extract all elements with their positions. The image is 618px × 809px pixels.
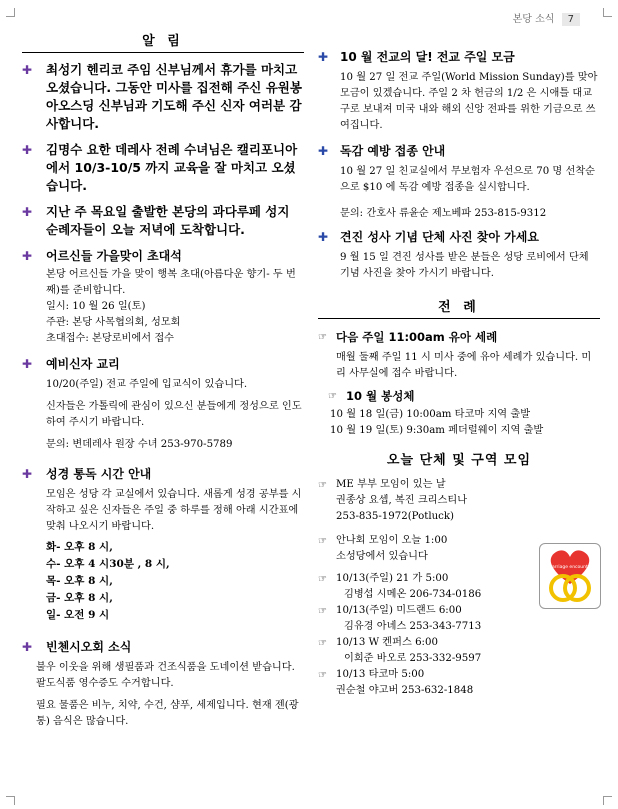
body-line: 10/20(주일) 전교 주일에 입교식이 있습니다.: [46, 379, 248, 390]
photo-body: 9 월 15 일 견진 성사를 받은 분들은 성당 로비에서 단체 기념 사진을 찾아 가시기 바랍니다.: [340, 252, 589, 279]
group-line: 10/13(주일) 21 가 5:00: [336, 573, 449, 584]
photo-heading: ✚ 견진 성사 기념 단체 사진 찾아 가세요: [318, 230, 539, 244]
flu-heading: ✚ 독감 예방 접종 안내: [318, 144, 446, 158]
group-line: 소성당에서 있습니다: [336, 551, 428, 562]
body-line: 불우 이웃을 위해 생필품과 건조식품을 도네이션 받습니다. 팔도식품 영수증도 수거합니다.: [36, 662, 295, 689]
marriage-encounter-logo: [539, 543, 601, 609]
flu-body: 10 월 27 일 친교실에서 무보험자 우선으로 70 명 선착순으로 $10 에 독감 예방 접종을 실시합니다.: [340, 166, 596, 193]
group-line: 권종상 요셉, 복진 크리스티나: [336, 495, 468, 506]
body-line: 일시: 10 월 26 일(토): [46, 301, 146, 312]
pointing-hand-icon: ☞: [318, 670, 327, 681]
pointing-hand-icon: ☞: [318, 638, 327, 649]
group-line: 안나회 모임이 오늘 1:00: [336, 535, 448, 546]
group-line: 이희준 바오로 253-332-9597: [344, 653, 482, 664]
bible-schedule: [46, 539, 304, 624]
group-item: [318, 667, 600, 699]
schedule-line: 금- 오후 8 시,: [46, 592, 113, 604]
catechumen-body: [46, 377, 304, 453]
pointing-hand-icon: ☞: [318, 536, 327, 547]
cross-bullet-icon: ✚: [22, 640, 33, 654]
pointing-hand-icon: ☞: [318, 574, 327, 585]
group-line: 김유경 아녜스 253-343-7713: [344, 621, 482, 632]
group-line: 10/13(주일) 미드랜드 6:00: [336, 605, 462, 616]
group-line: 10/13 W 켄퍼스 6:00: [336, 637, 438, 648]
catechumen-heading: ✚ 예비신자 교리: [22, 357, 120, 371]
elders-body: [46, 267, 304, 347]
blessing-body: [330, 407, 600, 439]
body-line: 문의: 변데레사 원장 수녀 253-970-5789: [46, 439, 233, 450]
group-line: 10/13 타코마 5:00: [336, 669, 425, 680]
group-item: [318, 635, 600, 667]
cross-bullet-icon: ✚: [318, 144, 329, 158]
header-label: 본당 소식: [512, 14, 555, 25]
mission-body: 10 월 27 일 전교 주일(World Mission Sunday)를 맞아 모금이 있겠습니다. 주일 2 차 헌금의 1/2 은 시애틀 대교구로 보내져 미국 내와 해외 신앙 전파를 위한 기금으로 쓰여집니다.: [340, 72, 598, 131]
liturgy-title: 전 례: [318, 296, 600, 319]
blessing-heading: ☞ 10 월 봉성체: [328, 389, 415, 403]
heart-rings-icon: [540, 544, 600, 608]
notice-text: 지난 주 목요일 출발한 본당의 과다루페 성지 순례자들이 오늘 저녁에 도착합니다.: [46, 204, 290, 237]
pointing-hand-icon: ☞: [318, 480, 327, 491]
group-line: 권순철 야고버 253-632-1848: [336, 685, 474, 696]
group-line: 김병섭 시메온 206-734-0186: [344, 589, 482, 600]
left-column: [22, 30, 304, 730]
cross-bullet-icon: ✚: [22, 143, 33, 157]
notice-item: [22, 61, 304, 133]
cross-bullet-icon: ✚: [22, 205, 33, 219]
pointing-hand-icon: ☞: [328, 391, 337, 402]
cross-bullet-icon: ✚: [318, 50, 329, 64]
crop-mark: [6, 796, 15, 805]
schedule-line: 화- 오후 8 시,: [46, 541, 113, 553]
body-line: 10 월 19 일(토) 9:30am 페더럴웨이 지역 출발: [330, 425, 544, 436]
cross-bullet-icon: ✚: [318, 230, 329, 244]
flu-contact: 문의: 간호사 류윤순 제노베파 253-815-9312: [340, 208, 547, 219]
bible-heading: ✚ 성경 통독 시간 안내: [22, 467, 152, 481]
groups-title: 오늘 단체 및 구역 모임: [386, 453, 532, 468]
schedule-line: 수- 오후 4 시30분 , 8 시,: [46, 558, 170, 570]
body-line: 신자들은 가톨릭에 관심이 있으신 분들에게 정성으로 인도하여 주시기 바랍니다.: [46, 401, 302, 428]
schedule-line: 일- 오전 9 시: [46, 609, 110, 621]
vincent-body: [36, 660, 304, 730]
notice-item: [22, 203, 304, 239]
cross-bullet-icon: ✚: [22, 357, 33, 371]
notice-text: 김명수 요한 데레사 전례 수녀님은 캘리포니아에서 10/3-10/5 까지 교육을 잘 마치고 오셨습니다.: [46, 142, 298, 193]
body-line: 10 월 18 일(금) 10:00am 타코마 지역 출발: [330, 409, 531, 420]
schedule-line: 목- 오후 8 시,: [46, 575, 113, 587]
logo-caption: marriage encounter: [547, 565, 593, 570]
elders-heading: ✚ 어르신들 가을맞이 초대석: [22, 249, 182, 263]
notice-item: [22, 141, 304, 195]
pointing-hand-icon: ☞: [318, 332, 327, 343]
page-header: [513, 10, 580, 26]
crop-mark: [603, 796, 612, 805]
crop-mark: [6, 8, 15, 17]
notice-text: 최성기 헨리코 주임 신부님께서 휴가를 마치고 오셨습니다. 그동안 미사를 집전해 주신 유원봉 아오스딩 신부님과 기도해 주신 신자 여러분 감사합니다.: [46, 62, 302, 131]
cross-bullet-icon: ✚: [22, 63, 33, 77]
vincent-heading: ✚ 빈첸시오회 소식: [22, 640, 132, 654]
crop-mark: [603, 8, 612, 17]
baptism-body: 매월 둘째 주일 11 시 미사 중에 유아 세례가 있습니다. 미리 사무실에 접수 바랍니다.: [336, 352, 592, 379]
pointing-hand-icon: ☞: [318, 606, 327, 617]
body-line: 초대접수: 본당로비에서 접수: [46, 333, 175, 344]
group-item: [318, 477, 600, 525]
cross-bullet-icon: ✚: [22, 249, 33, 263]
body-line: 주관: 본당 사목협의회, 성모회: [46, 317, 181, 328]
baptism-heading: ☞ 다음 주일 11:00am 유아 세례: [318, 330, 498, 344]
body-line: 본당 어르신들 가을 맞이 행복 초대(아름다운 향기- 두 번째)를 준비합니다.: [46, 269, 296, 296]
mission-heading: ✚ 10 월 전교의 달! 전교 주일 모금: [318, 50, 515, 64]
body-line: 필요 물품은 비누, 치약, 수건, 샴푸, 세제입니다. 현재 젠(광통) 음식은 많습니다.: [36, 700, 299, 727]
page-number: 7: [562, 13, 580, 26]
group-line: 253-835-1972(Potluck): [336, 511, 455, 522]
bible-intro: 모임은 성당 각 교실에서 있습니다. 새롭게 성경 공부를 시작하고 싶은 신자들은 주일 중 하루를 정해 아래 시간표에 맞춰 나오시기 바랍니다.: [46, 489, 302, 532]
group-line: ME 부부 모임이 있는 날: [336, 479, 446, 490]
cross-bullet-icon: ✚: [22, 467, 33, 481]
notices-title: 알 림: [22, 30, 304, 53]
